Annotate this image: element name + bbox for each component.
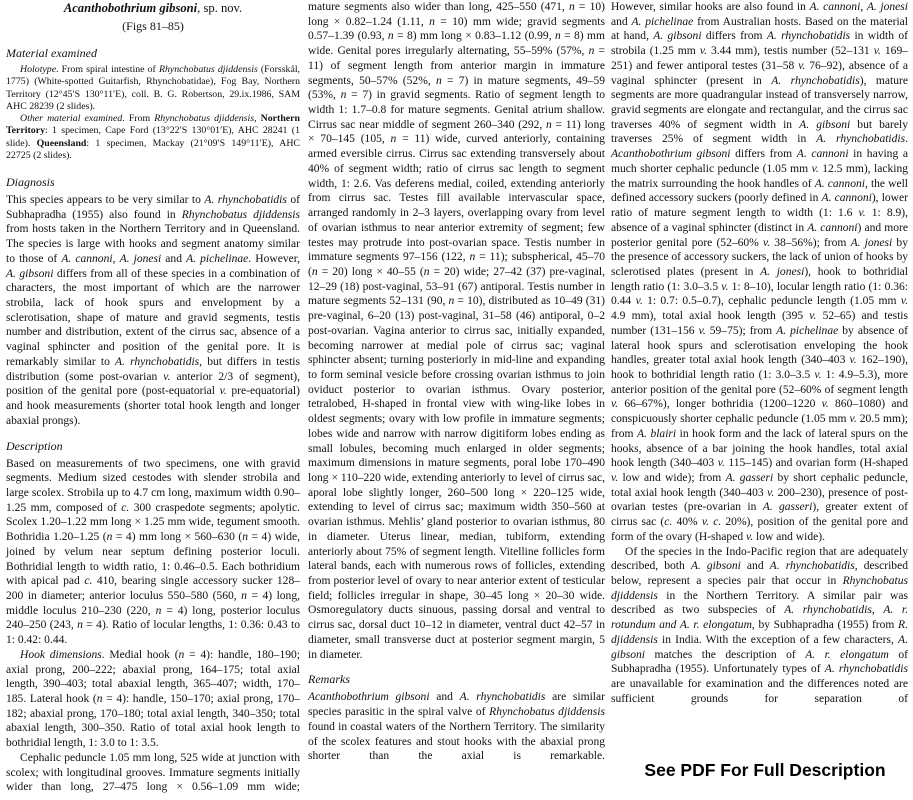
- column-2: [308, 0, 605, 764]
- italic-text: A. rhynchobatidis: [824, 663, 908, 676]
- text-run: 200–230), presence of post-ovarian testes (pre-ovarian in: [611, 486, 908, 514]
- text-run: , by Subhapradha (1955) from: [751, 619, 899, 632]
- description-paragraph: [6, 457, 300, 648]
- italic-text: n: [155, 604, 162, 617]
- text-run: of Subhapradha (1955) also found in: [6, 194, 300, 221]
- italic-text: A. cannoni: [807, 221, 858, 234]
- text-run: 1: 4.9–5.3), more anterior position of the genital pore (52–60% of segment length: [611, 368, 908, 396]
- remarks-paragraph: [308, 690, 605, 764]
- italic-text: A. gibsoni: [6, 267, 54, 280]
- italic-text: A. rhynchobatidis: [771, 74, 860, 87]
- cephalic-peduncle-paragraph: [6, 751, 300, 795]
- text-run: Based on measurements of two specimens, one with gravid segments. Medium sized cestodes with slender strobila and large scolex. Strobila up to 4.7 cm long, maximum width 0.90–1.25 mm, composed of: [6, 457, 300, 514]
- italic-text: n: [588, 45, 595, 58]
- text-run: pre-equatorial) and hook measurements (shorter total hook length and longer abaxial prongs).: [6, 385, 300, 427]
- text-run: ,: [254, 113, 261, 124]
- italic-text: n: [390, 133, 397, 146]
- heading-material-examined: Material examined: [6, 46, 97, 60]
- text-run: 3.44 mm), testis number (52–131: [706, 45, 874, 58]
- italic-text: A. jonesi: [850, 236, 893, 249]
- text-run: mature segments also wider than long, 425–550 (471,: [308, 1, 569, 13]
- text-run: low and wide).: [753, 530, 825, 543]
- italic-text: A. rhynchobatidis: [816, 133, 906, 146]
- italic-text: A. pichelinae: [631, 15, 694, 28]
- bold-text: Queensland: [36, 137, 87, 149]
- italic-text: n: [242, 531, 249, 544]
- text-run: = 8) mm long × 0.83–1.12 (0.99,: [393, 30, 555, 43]
- text-run: 20%), position of the genital pore and form of the ovary (H-shaped: [611, 516, 908, 543]
- italic-text: v.: [611, 398, 619, 411]
- text-run: : 1 specimen, Mackay (21°09′S 149°11′E), AHC 22725 (2 slides).: [6, 137, 300, 161]
- remarks-continued-paragraph: [611, 0, 908, 545]
- text-run: 1: 0.7: 0.5–0.7), cephalic peduncle length (1.05 mm: [642, 295, 901, 308]
- text-run: 76–92), absence of a vaginal sphincter (present in: [611, 59, 908, 87]
- indo-pacific-paragraph: [611, 545, 908, 707]
- text-run: 52–65) and testis number (131–156: [611, 310, 909, 337]
- text-run: 860–1080) and conspicuously shorter cephalic peduncle (1.05 mm: [611, 398, 908, 426]
- text-run: = 11) long × 70–145 (105,: [308, 118, 605, 146]
- italic-text: A. jonesi: [866, 1, 908, 13]
- italic-text: v.: [809, 310, 817, 323]
- text-run: and: [740, 560, 770, 573]
- italic-text: Rhynchobatus djiddensis: [181, 208, 300, 221]
- text-run: 1: 8.9), absence of a vaginal sphincter (distinct in: [611, 207, 909, 234]
- italic-text: A. r. elongatum: [805, 648, 889, 661]
- italic-text: v.: [219, 385, 227, 398]
- italic-text: A. cannoni: [809, 1, 861, 13]
- italic-text: n: [423, 265, 430, 278]
- text-run: = 7) in mature segments, 49–59 (53%,: [308, 74, 605, 102]
- text-run: = 4). Ratio of locular lengths, 1: 0.36: 0.43 to 1: 0.42: 0.44.: [6, 619, 300, 647]
- italic-text: n: [96, 693, 103, 705]
- text-run: from Australian hosts. Based on the material at hand,: [611, 15, 909, 43]
- italic-text: v.: [163, 370, 171, 383]
- species-title: [6, 1, 300, 16]
- italic-text: n: [241, 589, 247, 602]
- italic-text: n: [554, 30, 561, 43]
- italic-text: Holotype: [20, 64, 57, 75]
- italic-text: A. cannoni: [814, 177, 865, 190]
- italic-text: v.: [698, 324, 706, 337]
- text-run: ,: [860, 1, 867, 13]
- text-run: 162–190), hook to bothridial length ratio (1: 3.0–3.5: [611, 354, 908, 381]
- text-run: 4.9 mm), total axial hook length (395: [611, 310, 810, 323]
- italic-text: n: [429, 15, 435, 28]
- text-run: . Medial hook (: [101, 648, 179, 661]
- text-run: in India. With the exception of a few characters,: [657, 633, 899, 646]
- italic-text: A. rhynchobatidis: [115, 355, 200, 368]
- heading-description: Description: [6, 438, 63, 453]
- text-run: Cephalic peduncle 1.05 mm long, 525 wide at junction with scolex; with longitudinal grooves. Immature segments initially wider than long, 27–475 long × 0.56–1.09 mm wide;: [6, 751, 300, 794]
- text-run: matches the description of: [645, 648, 806, 661]
- text-run: and: [611, 15, 632, 28]
- italic-text: Rhynchobatus djiddensis: [154, 113, 255, 124]
- italic-text: R. djiddensis: [611, 619, 908, 646]
- text-run: 300 craspedote segments; apolytic. Scolex 1.20–1.22 mm long × 1.25 mm wide, tegument smooth. Bothridia 1.20–1.25 (: [6, 501, 300, 544]
- text-run: , but differs in testis distribution (some post-ovarian: [6, 355, 300, 383]
- text-run: (Forsskål, 1775) (White-spotted Guitarfish, Rhynchobatidae), Fog Bay, Northern Territory (12°45′S 130°11′E), coll. B. G. Robertson, 29.ix.1986, SAM AHC 28239 (2 slides).: [6, 64, 301, 112]
- text-run: ), mature segments are more quadrangular instead of transversely narrow, gravid segments are elongate and rectangular, and the cirrus sac traverses 40% of segment width in: [611, 74, 908, 131]
- italic-text: A. cannoni: [821, 192, 872, 205]
- text-run: and: [429, 691, 460, 704]
- text-run: Of the species in the Indo-Pacific region that are adequately described, both: [611, 545, 908, 573]
- italic-text: c.: [121, 501, 130, 514]
- text-run: = 20) long × 40–55 (: [317, 265, 424, 278]
- italic-text: v.: [611, 472, 619, 484]
- italic-text: A. cannoni: [796, 148, 849, 161]
- description-continued-paragraph: [308, 0, 605, 662]
- holotype-paragraph: [6, 64, 300, 113]
- italic-text: v.: [821, 398, 829, 411]
- italic-text: A. rhynchobatidis: [204, 194, 287, 206]
- text-run: . From spiral intestine of: [56, 64, 159, 75]
- text-run: 40%: [672, 516, 702, 529]
- text-run: This species appears to be very similar to: [6, 194, 205, 206]
- column-3: [611, 0, 908, 707]
- text-run: ), lower ratio of mature segment length to width (1: 1.6: [611, 192, 908, 220]
- text-run: 38–56%); from: [770, 236, 851, 249]
- italic-text: v.: [849, 413, 857, 426]
- text-run: ,: [871, 604, 884, 617]
- text-run: anterior 2/3 of segment), position of the genital pore (post-equatorial: [6, 370, 301, 398]
- italic-text: v.: [814, 368, 822, 381]
- italic-text: A. jonesi: [119, 252, 162, 265]
- italic-text: n: [546, 118, 552, 131]
- italic-text: A. pichelinae: [186, 252, 249, 265]
- text-run: in width of strobila (1.25 mm: [611, 30, 908, 58]
- italic-text: Rhynchobatus djiddensis: [158, 64, 258, 75]
- text-run: are unavailable for examination and the differences noted are sufficient grounds for separation of: [611, 678, 908, 705]
- text-run: = 4) long, posterior loculus 240–250 (243,: [6, 604, 300, 632]
- text-run: = 20) wide; 27–42 (37) pre-vaginal, 12–29 (18) post-vaginal, 53–91 (67) antiporal. Testis number in mature segments 52–131 (90,: [308, 265, 605, 308]
- italic-text: Rhynchobatus djiddensis: [489, 706, 606, 719]
- italic-text: v.: [717, 457, 725, 470]
- text-run: differs from: [730, 148, 797, 161]
- italic-text: Hook dimensions: [20, 648, 102, 661]
- italic-text: A. rhynchobatidis: [766, 30, 851, 43]
- text-run: found in coastal waters of the Northern Territory. The similarity of the scolex features and stout hooks with the abaxial prong shorter than the axial is remarkable.: [308, 720, 605, 763]
- text-run: = 4) wide, joined by velum near septum defining posterior loculi. Bothridial length to width ratio, 1: 0.46–0.5. Each bothridium with apical pad: [6, 531, 300, 588]
- italic-text: A. gibsoni: [611, 633, 908, 661]
- text-run: However, similar hooks are also found in: [611, 1, 810, 13]
- text-run: 20.5 mm); from: [611, 413, 909, 440]
- text-run: = 10) long × 0.82–1.24 (1.11,: [308, 1, 605, 28]
- column-1: [6, 0, 300, 795]
- text-run: ), greater extent of cirrus sac (: [611, 501, 908, 529]
- text-run: low and wide); from: [618, 472, 726, 484]
- figure-reference: (Figs 81–85): [122, 19, 184, 33]
- italic-text: v. c.: [701, 516, 722, 529]
- text-run: = 7) in gravid segments. Ratio of segment length to width 1: 1.7–0.8 for mature segments. Genital atrium shallow. Cirrus sac near middle of segment 260–340 (292,: [308, 89, 605, 131]
- text-run: .: [905, 133, 908, 146]
- text-run: = 4) long, middle loculus 210–230 (220,: [6, 589, 300, 617]
- text-run: 59–75); from: [705, 324, 777, 337]
- italic-text: n: [387, 30, 394, 43]
- italic-text: c.: [84, 575, 93, 588]
- text-run: 169–251) and fewer antiporal testes (31–58: [611, 45, 909, 72]
- italic-text: n: [568, 1, 575, 13]
- italic-text: v.: [900, 295, 909, 308]
- text-run: from hosts taken in the Northern Territory and in Queensland. The species is large with hooks and segment anatomy similar to those of: [6, 223, 300, 265]
- text-run: 1: 8–10), locular length ratio (1: 0.36: 0.44: [611, 280, 908, 308]
- italic-text: n: [178, 648, 185, 661]
- text-run: 12.5 mm), lacking the matrix surrounding the hook handles of: [611, 162, 908, 190]
- text-run: differs from: [701, 30, 767, 43]
- text-run: differs from all of these species in a combination of characters, the most important of which are the narrower strobila, lack of hook spurs and envelopment by a sclerotisation, shape of mature and gravid segments, testis number and distribution, extent of the cirrus sac, absence of a vaginal sphincter and position of the genital pore. It is remarkably similar to: [6, 267, 300, 368]
- italic-text: A. gasseri: [762, 501, 813, 514]
- text-run: in the Northern Territory. A similar pair was described as two subspecies of: [611, 589, 908, 617]
- bold-text: Northern Territory: [6, 113, 301, 137]
- text-run: 410, bearing single accessory sucker 128–200 in diameter; anterior loculus 550–580 (560,: [6, 575, 300, 602]
- italic-text: n: [435, 74, 442, 87]
- italic-text: v.: [849, 354, 857, 367]
- text-run: , described below, represent a species pair that occur in: [611, 560, 908, 588]
- text-run: = 4): handle, 180–190; axial prong, 200–222; abaxial prong, 164–175; total axial length, 390–403; total abaxial length, 365–407; width, 170–185. Lateral hook (: [6, 648, 300, 705]
- italic-text: Other material examined: [20, 113, 123, 124]
- italic-text: c.: [664, 516, 673, 529]
- text-run: in having a much shorter cephalic peduncle (1.05 mm: [611, 148, 908, 175]
- text-run: = 11); subspherical, 45–70 (: [308, 251, 606, 278]
- italic-text: v.: [746, 530, 754, 543]
- text-run: but barely traverses 25% of segment width in: [611, 118, 908, 146]
- italic-text: A. cannoni: [61, 252, 113, 265]
- text-run: = 8) mm wide. Genital pores irregularly alternating, 55–59% (57%,: [308, 30, 605, 58]
- text-run: = 4) mm long × 560–630 (: [112, 531, 243, 544]
- heading-remarks: Remarks: [308, 672, 350, 687]
- diagnosis-paragraph: [6, 193, 300, 429]
- heading-diagnosis: Diagnosis: [6, 175, 55, 189]
- italic-text: v.: [699, 45, 707, 58]
- text-run: = 11) of segment length from anterior margin in immature segments, 50–57% (52%,: [308, 45, 605, 87]
- italic-text: n: [340, 89, 347, 102]
- italic-text: v.: [762, 236, 771, 249]
- text-run: of Subhapradha (1955). Unfortunately types of: [611, 648, 908, 676]
- italic-text: v.: [811, 162, 819, 175]
- italic-text: n: [448, 295, 455, 308]
- italic-text: n: [469, 251, 476, 264]
- text-run: ), hook to bothridial length ratio (1: 3.0–3.5: [611, 265, 908, 293]
- text-run: , the well defined accessory suckers (poorly defined in: [611, 177, 909, 205]
- italic-text: A. r. rotundum and A. r. elongatum: [611, 604, 908, 632]
- italic-text: Acanthobothrium gibsoni: [308, 691, 430, 704]
- italic-text: v.: [873, 45, 881, 58]
- italic-text: n: [77, 619, 83, 632]
- text-run: : 1 specimen, Cape Ford (13°22′S 130°01′E), AHC 28241 (1 slide).: [6, 125, 300, 149]
- other-material-paragraph: [6, 113, 300, 162]
- italic-text: A. gasseri: [725, 472, 774, 484]
- italic-text: A. blairi: [636, 427, 677, 440]
- text-run: = 4): handle, 150–170; axial prong, 170–182; abaxial prong, 170–180; total axial length, 340–350; total abaxial length, 300–350. Ratio of total axial hook length to bothridial length, 1: 3.0 to 1: 3.5.: [6, 693, 301, 750]
- italic-text: v.: [767, 486, 775, 499]
- text-run: 66–67%), longer bothridia (1200–1220: [618, 398, 822, 411]
- italic-text: A. gibsoni: [799, 118, 851, 131]
- text-run: by the presence of accessory suckers, the lack of union of hooks by sclerotised plates (present in: [611, 236, 908, 278]
- italic-text: Rhynchobatus djiddensis: [611, 575, 908, 602]
- text-run: by short cephalic peduncle, total axial hook length (340–403: [611, 472, 908, 499]
- text-run: and: [161, 252, 187, 265]
- text-run: 115–145) and ovarian form (H-shaped: [724, 457, 908, 470]
- italic-text: n: [106, 531, 113, 544]
- italic-text: Acanthobothrium gibsoni: [611, 148, 731, 161]
- see-pdf-notice: See PDF For Full Description: [644, 760, 886, 780]
- text-run: ,: [112, 252, 120, 265]
- italic-text: A. rhynchobatidis: [769, 560, 855, 573]
- italic-text: v.: [635, 295, 643, 308]
- text-run: ) and more posterior genital pore (52–60%: [611, 221, 908, 249]
- italic-text: A. gibsoni: [690, 560, 741, 573]
- italic-text: A. rhynchobatidis: [784, 604, 872, 617]
- italic-text: v.: [721, 280, 729, 293]
- hook-dimensions-paragraph: [6, 648, 300, 751]
- italic-text: A. pichelinae: [776, 324, 839, 337]
- text-run: = 10), distributed as 10–49 (31) pre-vaginal, 6–20 (13) post-vaginal, 31–58 (46) antiporal, 0–2 post-ovarian. Vagina anterior to cirrus sac, initially expanded, becoming narrower at medial pole of cirrus sac; vaginal sphincter absent; turning posteriorly in mid-line and expanding to form seminal vesicle before crossing ovarian isthmus to join oviduct posterior to ovarian isthmus. Ovary posterior, tetralobed, H-shaped in frontal view with wing-like lobes in oldest segments; ovary with low profile in immature segments; lobes wide and narrow with narrow digitiform lobes ending as small lobules, becoming much enlarged in older segments; maximum dimensions in mature segments, poral lobe 170–490 long × 110–220 wide, extending anteriorly to level of cirrus sac, aporal lobe slightly longer, 260–500 long × 220–125 wide, extending to level of cirrus sac; maximum width 350–560 at ovarian isthmus. Mehlis’ gland posterior to ovarian isthmus, 80 in diameter. Uterus linear, median, tubiform, extending anteriorly about 75% of segment length. Vitelline follicles form lateral bands, each with numerous rows of follicles, extending from posterior level of ovary to near anterior extent of testicular field; follicles irregular in shape, 30–45 long × 20–30 wide. Osmoregulatory ducts sinuous, passing dorsal and ventral to cirrus sac, dorsal duct 10–12 in diameter, ventral duct 42–57 in diameter, small transverse duct at posterior segment margin, 5 in diameter.: [308, 295, 605, 661]
- text-run: . From: [122, 113, 155, 124]
- text-run: . However,: [248, 252, 300, 265]
- text-run: , sp. nov.: [197, 1, 243, 15]
- italic-text: A. rhynchobatidis: [459, 691, 546, 704]
- text-run: = 10) mm wide; gravid segments 0.57–1.39 (0.93,: [308, 15, 605, 43]
- text-run: = 11) wide, curved anteriorly, containing armed eversible cirrus. Cirrus sac extending transversely about 40% of segment width; ratio of cirrus sac length to segment width, 1: 2.6. Vas deferens medial, coiled, extending anteriorly from cirrus sac. Testes fill available intervascular space, arranged randomly in 2–3 layers, overlapping ovary from level of ovarian isthmus to near anterior extremity of segment; few testes may protrude into post-ovarian space. Testis number in immature segments 97–156 (122,: [308, 133, 605, 264]
- bold-italic-text: Acanthobothrium gibsoni: [63, 1, 198, 15]
- italic-text: v.: [858, 207, 866, 220]
- italic-text: v.: [798, 59, 806, 72]
- text-run: in hook form and the lack of lateral spurs on the hooks, absence of a bar joining the hook handles, total axial hook length (340–403: [611, 427, 908, 470]
- italic-text: A. gibsoni: [653, 30, 702, 43]
- text-run: by absence of lateral hook spurs and sclerotisation enveloping the hook handles, greater total axial hook length (340–403: [611, 324, 909, 367]
- italic-text: A. jonesi: [760, 265, 805, 278]
- italic-text: n: [311, 265, 318, 278]
- text-run: are similar species parasitic in the spiral valve of: [308, 691, 605, 719]
